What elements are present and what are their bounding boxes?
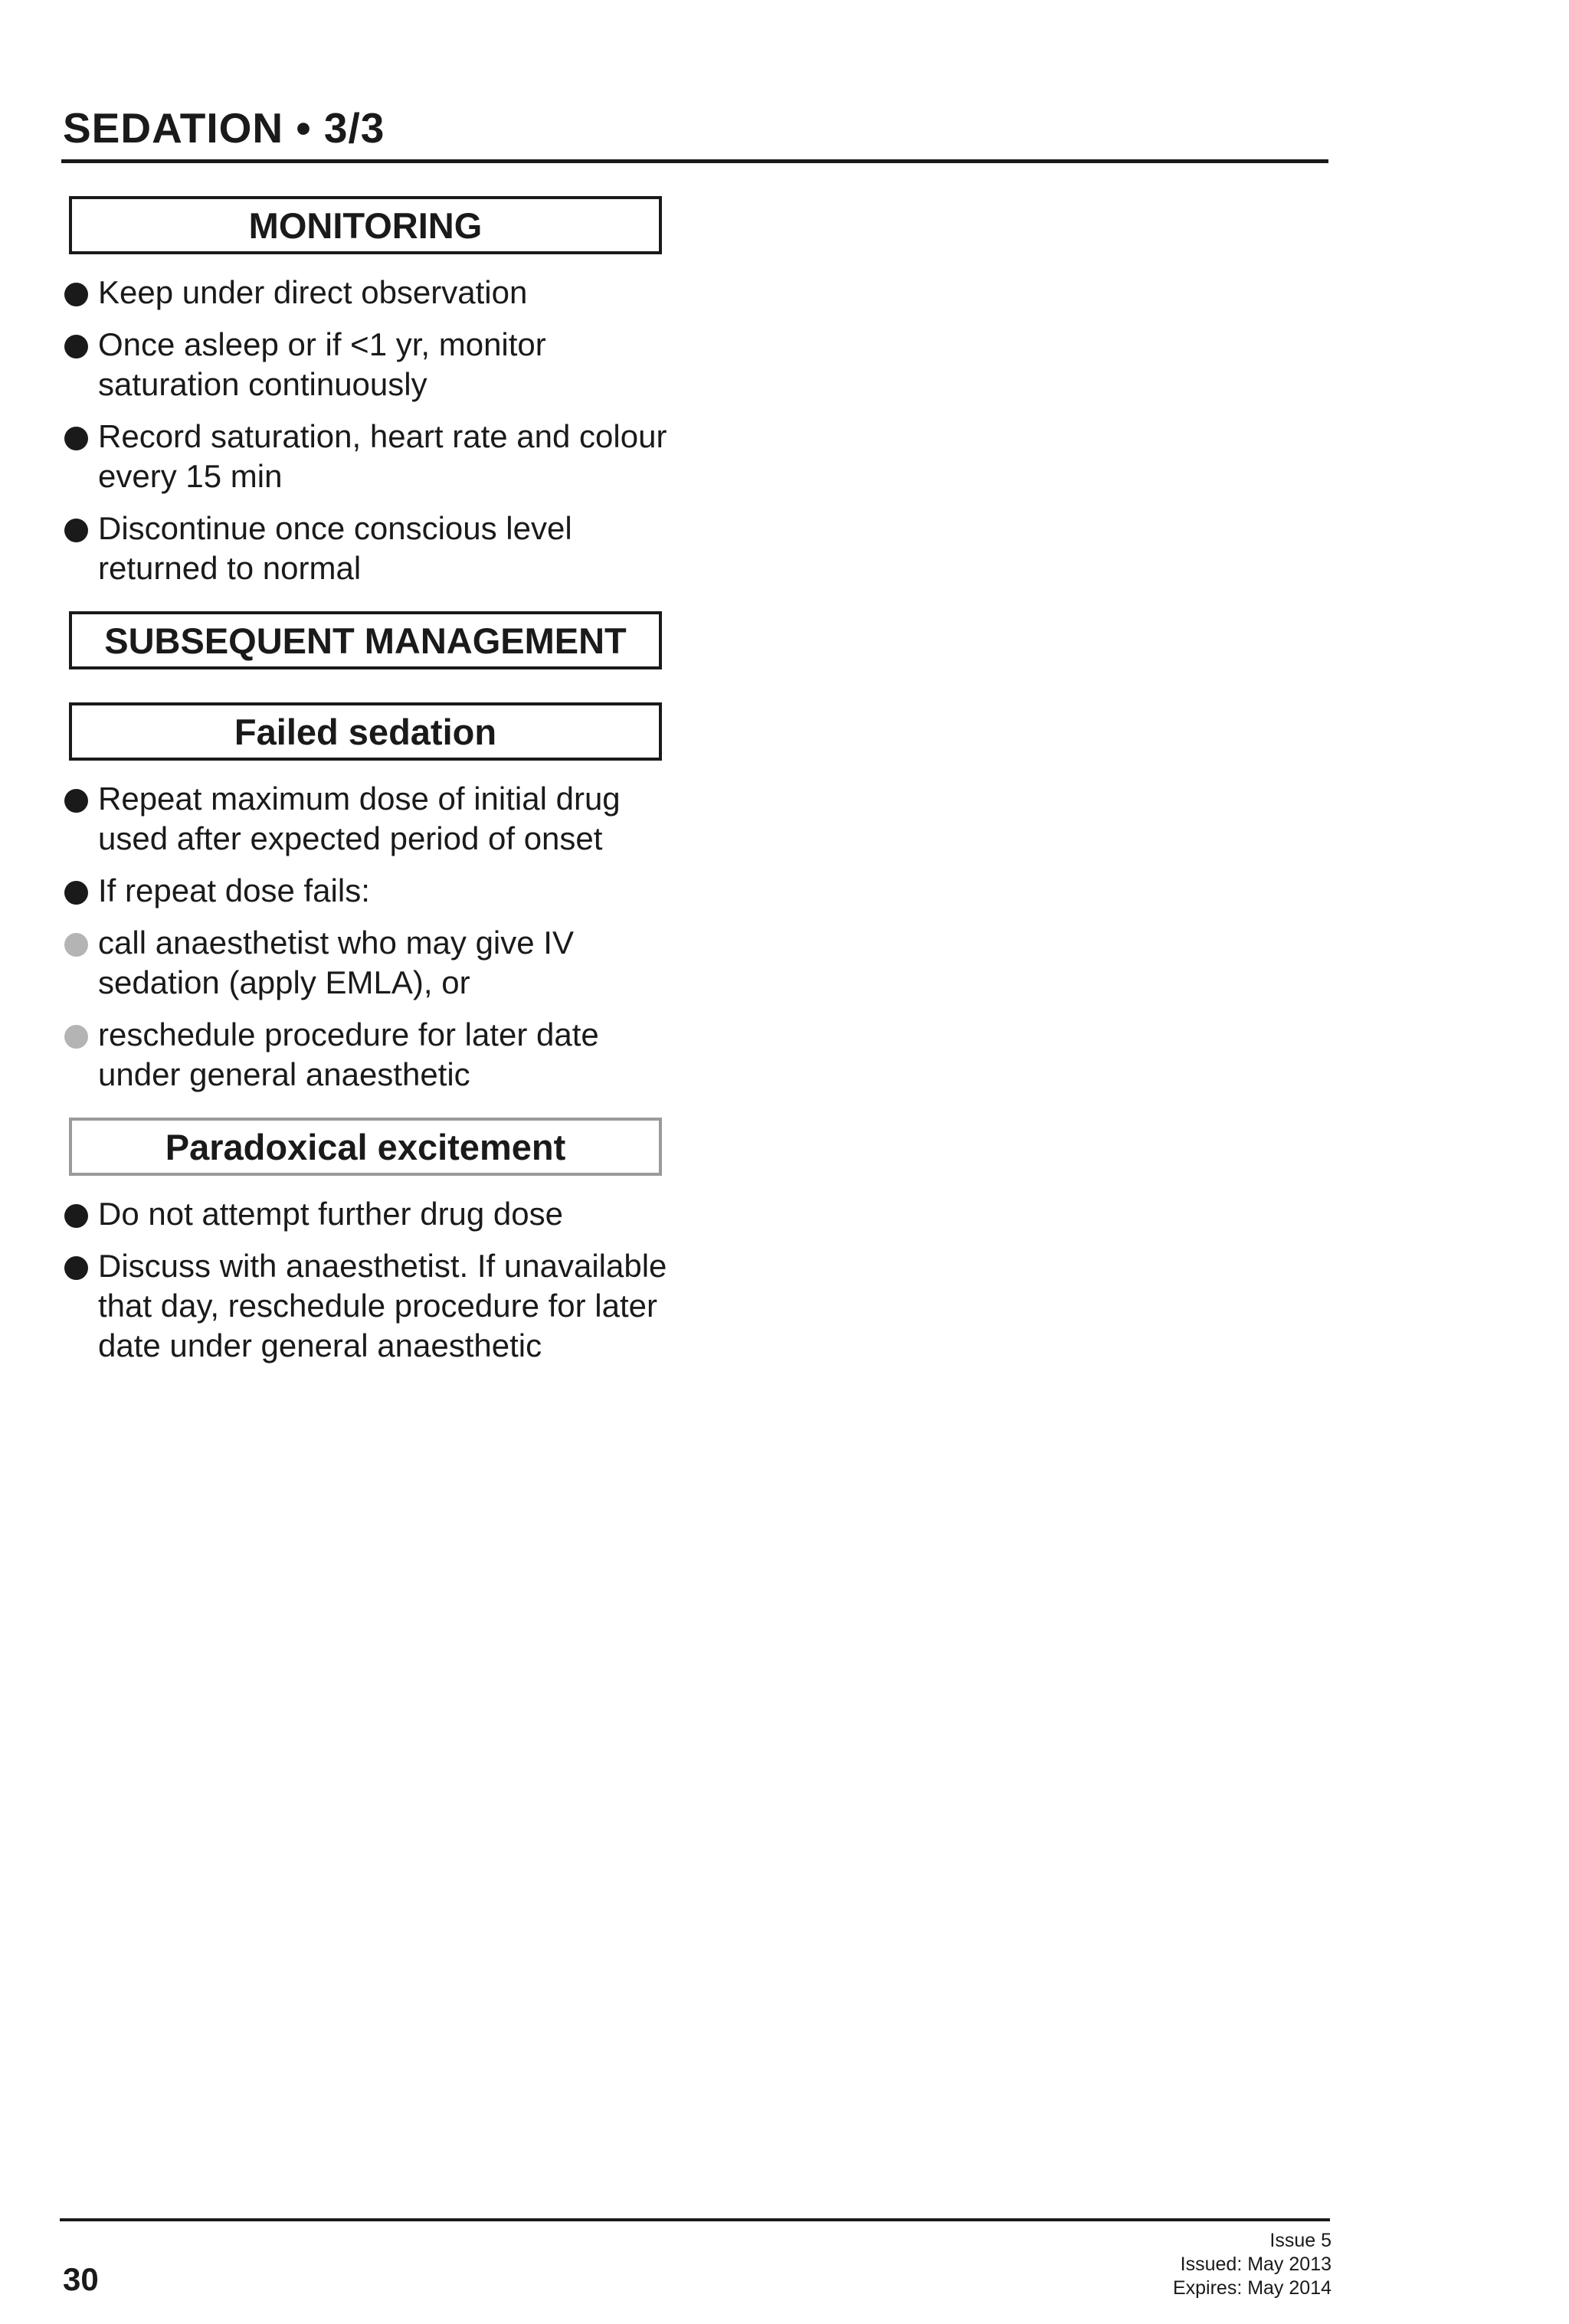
monitoring-section: [63, 196, 668, 601]
list-item-text: Do not attempt further drug dose: [98, 1196, 564, 1232]
failed-sedation-list: [63, 779, 668, 1095]
paradoxical-excitement-section: [63, 1118, 668, 1378]
list-item: [63, 923, 668, 1003]
bullet-icon: [64, 1256, 88, 1280]
list-item-text: reschedule procedure for later date under general anaesthetic: [98, 1016, 599, 1092]
title-divider: [61, 159, 1328, 163]
issued-date: Issued: May 2013: [1180, 2254, 1332, 2275]
list-item: [63, 779, 668, 859]
bullet-icon: [64, 335, 88, 358]
failed-sedation-section: [63, 702, 668, 1107]
subsequent-management-heading: SUBSEQUENT MANAGEMENT: [69, 611, 662, 669]
paradoxical-excitement-heading: Paradoxical excitement: [69, 1118, 662, 1176]
list-item-text: If repeat dose fails:: [98, 872, 370, 908]
list-item-text: call anaesthetist who may give IV sedation (apply EMLA), or: [98, 925, 574, 1000]
list-item: [63, 1246, 668, 1366]
sub-bullet-icon: [64, 933, 88, 957]
subsequent-management-section: [63, 611, 668, 669]
bullet-icon: [64, 1204, 88, 1228]
list-item: [63, 417, 668, 496]
sub-bullet-icon: [64, 1025, 88, 1049]
bullet-icon: [64, 427, 88, 450]
page-title: SEDATION • 3/3: [63, 104, 385, 152]
list-item-text: Discuss with anaesthetist. If unavailable that day, reschedule procedure for later date under general anaesthetic: [98, 1248, 667, 1363]
list-item-text: Keep under direct observation: [98, 274, 528, 310]
list-item: [63, 273, 668, 313]
list-item-text: Once asleep or if <1 yr, monitor saturation continuously: [98, 326, 546, 402]
issue-info: [1173, 2229, 1332, 2300]
monitoring-heading: MONITORING: [69, 196, 662, 254]
bullet-icon: [64, 519, 88, 542]
page-number: 30: [63, 2261, 99, 2297]
paradoxical-excitement-list: [63, 1194, 668, 1366]
bullet-icon: [64, 283, 88, 306]
list-item: [63, 325, 668, 404]
issue-number: Issue 5: [1269, 2230, 1332, 2251]
list-item-text: Repeat maximum dose of initial drug used after expected period of onset: [98, 781, 621, 856]
list-item: [63, 871, 668, 911]
monitoring-list: [63, 273, 668, 588]
footer-divider: [60, 2218, 1330, 2221]
list-item-text: Record saturation, heart rate and colour every 15 min: [98, 418, 667, 494]
bullet-icon: [64, 789, 88, 813]
failed-sedation-heading: Failed sedation: [69, 702, 662, 761]
list-item-text: Discontinue once conscious level returned to normal: [98, 510, 572, 586]
bullet-icon: [64, 881, 88, 905]
list-item: [63, 509, 668, 588]
list-item: [63, 1194, 668, 1234]
list-item: [63, 1015, 668, 1095]
expiry-date: Expires: May 2014: [1172, 2277, 1332, 2299]
